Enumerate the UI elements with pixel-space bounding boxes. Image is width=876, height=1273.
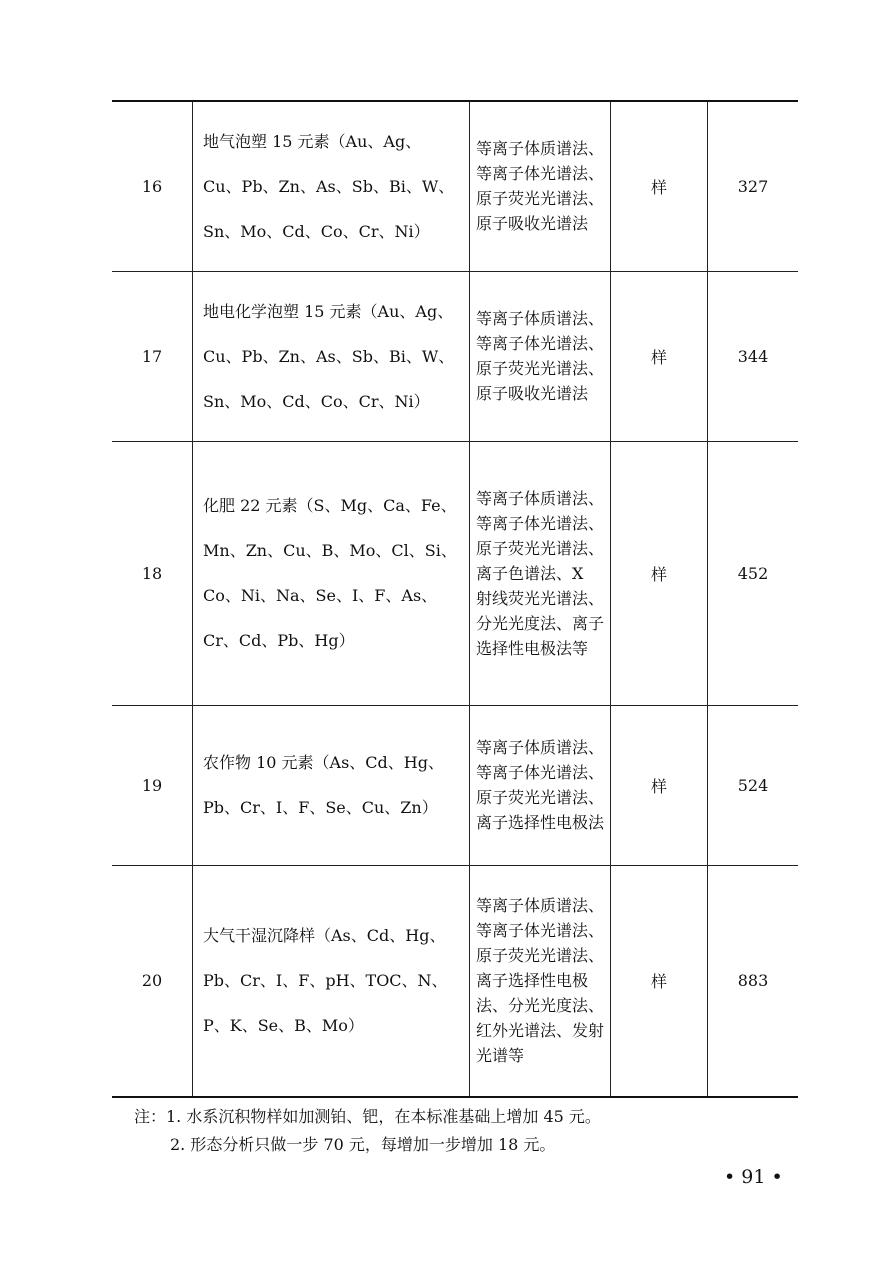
method-cell: 等离子体质谱法、等离子体光谱法、原子荧光光谱法、离子选择性电极法 xyxy=(470,705,611,865)
method-cell: 等离子体质谱法、等离子体光谱法、原子荧光光谱法、原子吸收光谱法 xyxy=(470,101,611,271)
item-name: 地气泡塑 15 元素（Au、Ag、Cu、Pb、Zn、As、Sb、Bi、W、Sn、Mo、Cd、Co、Cr、Ni） xyxy=(193,101,470,271)
unit-cell: 样 xyxy=(611,271,708,441)
table-row xyxy=(112,865,798,1097)
price-cell: 327 xyxy=(708,101,799,271)
item-name: 化肥 22 元素（S、Mg、Ca、Fe、Mn、Zn、Cu、B、Mo、Cl、Si、Co、Ni、Na、Se、I、F、As、Cr、Cd、Pb、Hg） xyxy=(193,441,470,705)
price-cell: 452 xyxy=(708,441,799,705)
method-cell: 等离子体质谱法、等离子体光谱法、原子荧光光谱法、离子色谱法、X 射线荧光光谱法、分光光度法、离子选择性电极法等 xyxy=(470,441,611,705)
price-cell: 344 xyxy=(708,271,799,441)
table-row xyxy=(112,441,798,705)
item-name: 农作物 10 元素（As、Cd、Hg、Pb、Cr、I、F、Se、Cu、Zn） xyxy=(193,705,470,865)
table-row xyxy=(112,271,798,441)
row-number: 18 xyxy=(112,441,193,705)
table-row xyxy=(112,705,798,865)
method-cell: 等离子体质谱法、等离子体光谱法、原子荧光光谱法、原子吸收光谱法 xyxy=(470,271,611,441)
price-cell: 524 xyxy=(708,705,799,865)
page-number: • 91 • xyxy=(724,1166,783,1188)
method-cell: 等离子体质谱法、等离子体光谱法、原子荧光光谱法、离子选择性电极法、分光光度法、红外光谱法、发射光谱等 xyxy=(470,865,611,1097)
row-number: 20 xyxy=(112,865,193,1097)
unit-cell: 样 xyxy=(611,865,708,1097)
item-name: 地电化学泡塑 15 元素（Au、Ag、Cu、Pb、Zn、As、Sb、Bi、W、Sn、Mo、Cd、Co、Cr、Ni） xyxy=(193,271,470,441)
item-name: 大气干湿沉降样（As、Cd、Hg、Pb、Cr、I、F、pH、TOC、N、P、K、Se、B、Mo） xyxy=(193,865,470,1097)
unit-cell: 样 xyxy=(611,101,708,271)
price-cell: 883 xyxy=(708,865,799,1097)
unit-cell: 样 xyxy=(611,441,708,705)
unit-cell: 样 xyxy=(611,705,708,865)
row-number: 17 xyxy=(112,271,193,441)
footnotes xyxy=(134,1103,601,1159)
row-number: 19 xyxy=(112,705,193,865)
footnote-2: 2. 形态分析只做一步 70 元，每增加一步增加 18 元。 xyxy=(170,1135,556,1154)
table-row xyxy=(112,101,798,271)
row-number: 16 xyxy=(141,176,163,196)
price-table xyxy=(112,100,798,1098)
footnote-1: 注：1. 水系沉积物样如加测铂、钯，在本标准基础上增加 45 元。 xyxy=(134,1107,601,1126)
